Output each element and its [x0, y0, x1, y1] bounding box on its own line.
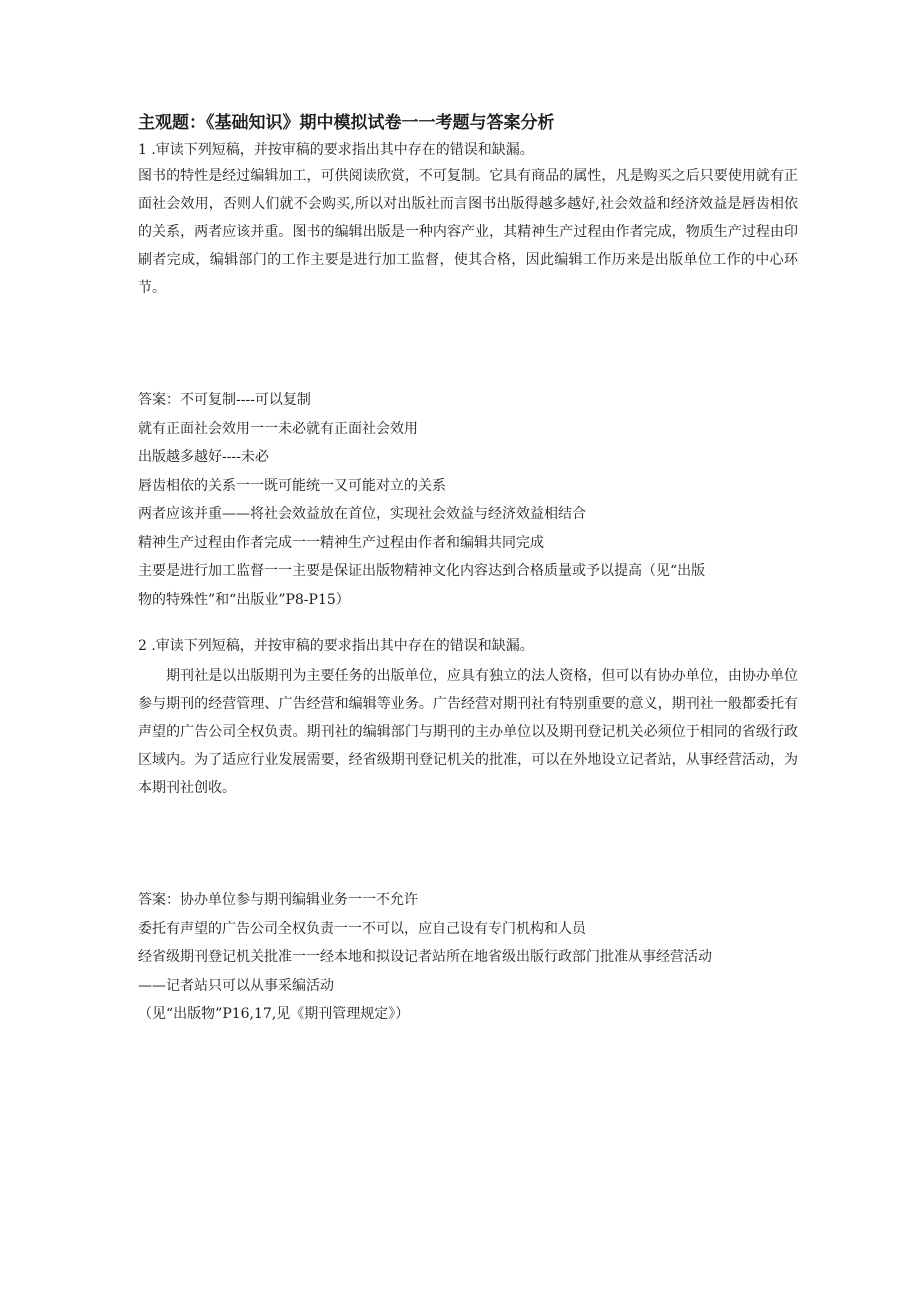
question-2 — [138, 634, 798, 1029]
question-1-passage: 图书的特性是经过编辑加工，可供阅读欣赏，不可复制。它具有商品的属性，凡是购买之后只要使用就有正面社会效用，否则人们就不会购买,所以对出版社而言图书出版得越多越好,社会效益和经济效益是唇齿相依的关系，两者应该并重。图书的编辑出版是一种内容产业，其精神生产过程由作者完成，物质生产过程由印刷者完成，编辑部门的工作主要是进行加工监督，使其合格，因此编辑工作历来是出版单位工作的中心环节。 — [138, 168, 798, 296]
answer-line: （见“出版物”P16,17,见《期刊管理规定》） — [138, 1006, 410, 1022]
document-title: 主观题：《基础知识》期中模拟试卷一一考题与答案分析 — [138, 113, 555, 133]
answer-line: 答案：不可复制----可以复制 — [138, 392, 311, 408]
question-2-answers — [138, 886, 798, 1029]
answer-line: 经省级期刊登记机关批准一一经本地和拟设记者站所在地省级出版行政部门批准从事经营活动 — [138, 949, 712, 965]
answer-line: 出版越多越好----未必 — [138, 449, 269, 465]
question-1-heading: 1 .审读下列短稿，并按审稿的要求指出其中存在的错误和缺漏。 — [138, 142, 534, 158]
answer-line: 答案：协办单位参与期刊编辑业务一一不允许 — [138, 892, 418, 908]
answer-line: 委托有声望的广告公司全权负责一一不可以，应自己设有专门机构和人员 — [138, 920, 586, 937]
question-2-heading: 2 .审读下列短稿，并按审稿的要求指出其中存在的错误和缺漏。 — [138, 638, 534, 654]
answer-line: 唇齿相依的关系一一既可能统一又可能对立的关系 — [138, 477, 446, 494]
question-1 — [138, 138, 798, 614]
spacer — [138, 302, 798, 386]
answer-line: ——记者站只可以从事采编活动 — [138, 977, 334, 994]
spacer — [138, 802, 798, 886]
answer-line: 物的特殊性”和“出版业”P8-P15） — [138, 591, 350, 608]
document-page — [138, 108, 798, 1029]
question-2-passage: 期刊社是以出版期刊为主要任务的出版单位，应具有独立的法人资格，但可以有协办单位，由协办单位参与期刊的经营管理、广告经营和编辑等业务。广告经营对期刊社有特别重要的意义，期刊社一般都委托有声望的广告公司全权负责。期刊社的编辑部门与期刊的主办单位以及期刊登记机关必须位于相同的省级行政区域内。为了适应行业发展需要，经省级期刊登记机关的批准，可以在外地设立记者站，从事经营活动，为本期刊社创收。 — [138, 668, 798, 796]
answer-line: 就有正面社会效用一一未必就有正面社会效用 — [138, 420, 418, 437]
question-1-answers — [138, 386, 798, 614]
answer-line: 主要是进行加工监督一一主要是保证出版物精神文化内容达到合格质量或予以提高（见“出版 — [138, 563, 706, 579]
answer-line: 精神生产过程由作者完成一一精神生产过程由作者和编辑共同完成 — [138, 534, 544, 551]
spacer — [138, 614, 798, 634]
answer-line: 两者应该并重——将社会效益放在首位，实现社会效益与经济效益相结合 — [138, 506, 586, 522]
